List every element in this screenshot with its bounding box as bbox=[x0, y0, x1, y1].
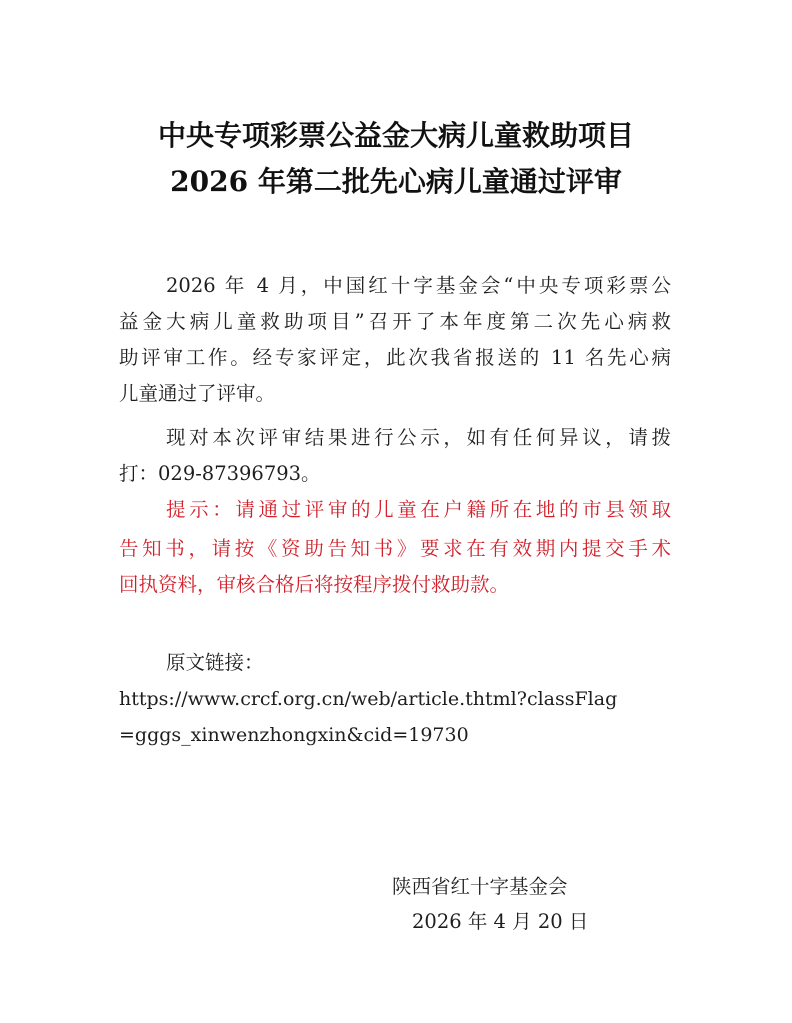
source-link-url-line-1[interactable]: https://www.crcf.org.cn/web/article.thtml?classFlag bbox=[119, 688, 618, 710]
paragraph-1-line-4: 儿童通过了评审。 bbox=[119, 382, 276, 405]
paragraph-1-line-2: 益金大病儿童救助项目”召开了本年度第二次先心病救 bbox=[119, 310, 671, 333]
paragraph-2-line-2: 打：029-87396793。 bbox=[119, 462, 321, 485]
signature-date: 2026 年 4 月 20 日 bbox=[412, 910, 589, 933]
notice-line-2: 告知书，请按《资助告知书》要求在有效期内提交手术 bbox=[119, 537, 671, 560]
document-title-line-2: 2026 年第二批先心病儿童通过评审 bbox=[170, 165, 622, 198]
source-link-url-line-2[interactable]: =gggs_xinwenzhongxin&cid=19730 bbox=[119, 724, 469, 746]
source-link-label: 原文链接： bbox=[166, 651, 264, 674]
paragraph-2-line-1: 现对本次评审结果进行公示，如有任何异议，请拨 bbox=[166, 426, 671, 449]
document-title-line-1: 中央专项彩票公益金大病儿童救助项目 bbox=[157, 119, 634, 152]
paragraph-1-line-1: 2026 年 4 月，中国红十字基金会“中央专项彩票公 bbox=[166, 274, 671, 297]
signature-organization: 陕西省红十字基金会 bbox=[392, 875, 568, 898]
notice-line-1: 提示：请通过评审的儿童在户籍所在地的市县领取 bbox=[166, 498, 671, 521]
paragraph-1-line-3: 助评审工作。经专家评定，此次我省报送的 11 名先心病 bbox=[119, 346, 671, 369]
notice-line-3: 回执资料，审核合格后将按程序拨付救助款。 bbox=[119, 573, 510, 596]
